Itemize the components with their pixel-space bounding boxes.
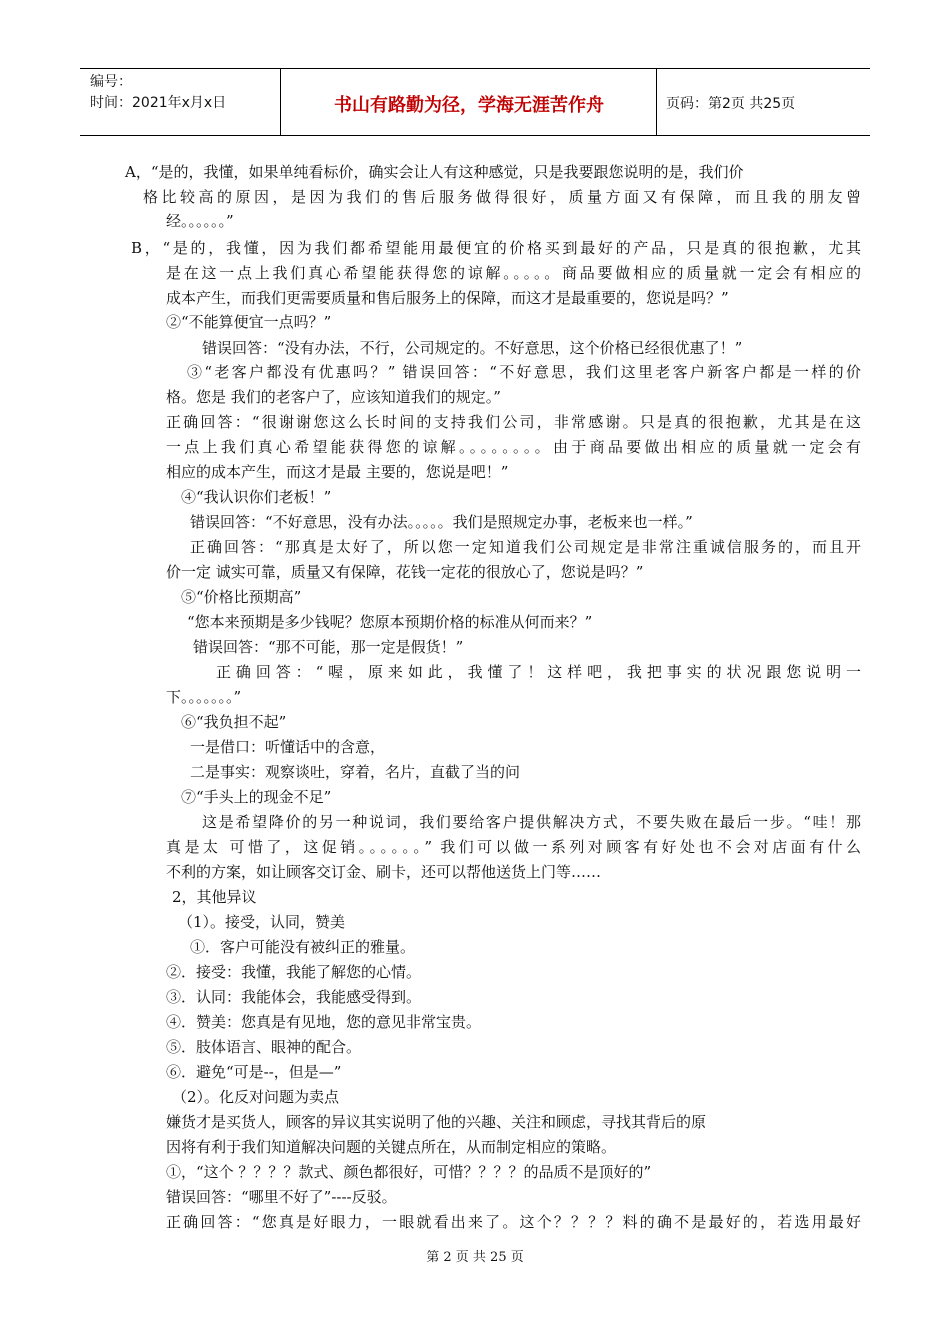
body-line: 错误回答：“那不可能，那一定是假货！” bbox=[193, 638, 464, 656]
body-line: 成本产生，而我们更需要质量和售后服务上的保障，而这才是最重要的，您说是吗？” bbox=[166, 289, 729, 307]
header-motto: 书山有路勤为径，学海无涯苦作舟 bbox=[334, 95, 604, 116]
body-line: （1）。接受，认同，赞美 bbox=[178, 913, 346, 931]
body-line: 相应的成本产生，而这才是最 主要的，您说是吧！” bbox=[166, 463, 509, 481]
body-line: 二是事实：观察谈吐，穿着，名片，直截了当的问 bbox=[190, 763, 521, 781]
body-line: 错误回答：“没有办法，不行，公司规定的。不好意思，这个价格已经很优惠了！” bbox=[202, 339, 743, 357]
body-line: ⑦“手头上的现金不足” bbox=[181, 788, 332, 806]
body-line: ④“我认识你们老板！” bbox=[181, 488, 332, 506]
header-divider bbox=[280, 69, 281, 135]
body-line: ③“老客户都没有优惠吗？” 错误回答：“不好意思，我们这里老客户新客户都是一样的价 bbox=[187, 363, 861, 381]
body-line: B，“是的，我懂，因为我们都希望能用最便宜的价格买到最好的产品，只是真的很抱歉，尤其 bbox=[131, 239, 861, 257]
body-line: 是在这一点上我们真心希望能获得您的谅解。。。。。商品要做相应的质量就一定会有相应的 bbox=[166, 264, 861, 282]
body-line: 真是太 可惜了，这促销。。。。。。” 我们可以做一系列对顾客有好处也不会对店面有什么 bbox=[166, 838, 861, 856]
body-line: ⑥．避免“可是--，但是—” bbox=[166, 1063, 342, 1081]
body-line: 正确回答：“您真是好眼力，一眼就看出来了。这个？？？？料的确不是最好的，若选用最好 bbox=[166, 1213, 861, 1231]
body-line: ④．赞美：您真是有见地，您的意见非常宝贵。 bbox=[166, 1013, 482, 1031]
body-line: A，“是的，我懂，如果单纯看标价，确实会让人有这种感觉，只是我要跟您说明的是，我们价 bbox=[125, 163, 744, 181]
body-line: 嫌货才是买货人，顾客的异议其实说明了他的兴趣、关注和顾虑，寻找其背后的原 bbox=[166, 1113, 707, 1131]
body-line: 不利的方案，如让顾客交订金、刷卡，还可以帮他送货上门等…… bbox=[166, 863, 602, 881]
header-date-label: 时间：2021年x月x日 bbox=[90, 95, 227, 111]
header-divider bbox=[656, 69, 657, 135]
body-line: 这是希望降价的另一种说词，我们要给客户提供解决方式，不要失败在最后一步。“哇！那 bbox=[202, 813, 861, 831]
body-line: 价一定 诚实可靠，质量又有保障，花钱一定花的很放心了，您说是吗？” bbox=[166, 563, 644, 581]
page-header bbox=[80, 68, 870, 136]
body-line: ⑤“价格比预期高” bbox=[181, 588, 302, 606]
body-line: 一点上我们真心希望能获得您的谅解。。。。。。。。由于商品要做出相应的质量就一定会有 bbox=[166, 438, 861, 456]
body-line: ③．认同：我能体会，我能感受得到。 bbox=[166, 988, 422, 1006]
body-line: ②．接受：我懂，我能了解您的心情。 bbox=[166, 963, 422, 981]
body-line: 因将有利于我们知道解决问题的关键点所在，从而制定相应的策略。 bbox=[166, 1138, 617, 1156]
body-line: ①，“这个 ？？？？款式、颜色都很好，可惜？？？？的品质不是顶好的” bbox=[166, 1163, 652, 1181]
body-line: ②“不能算便宜一点吗？” bbox=[166, 313, 332, 331]
header-number-label: 编号： bbox=[90, 74, 132, 90]
body-line: 下。。。。。。。” bbox=[166, 688, 242, 706]
body-line: 正确回答：“喔，原来如此，我懂了！这样吧，我把事实的状况跟您说明一 bbox=[216, 663, 861, 681]
body-line: 格比较高的原因，是因为我们的售后服务做得很好，质量方面又有保障，而且我的朋友曾 bbox=[143, 188, 861, 206]
body-line: ⑤．肢体语言、眼神的配合。 bbox=[166, 1038, 362, 1056]
body-line: 正确回答：“很谢谢您这么长时间的支持我们公司，非常感谢。只是真的很抱歉，尤其是在这 bbox=[166, 413, 861, 431]
body-line: 经。。。。。。” bbox=[166, 212, 234, 230]
body-line: （2）。化反对问题为卖点 bbox=[172, 1088, 340, 1106]
header-page-label: 页码：第2页 共25页 bbox=[666, 96, 796, 112]
header-meta bbox=[90, 72, 226, 114]
body-line: 格。您是 我们的老客户了，应该知道我们的规定。” bbox=[166, 388, 501, 406]
body-line: 正确回答：“那真是太好了，所以您一定知道我们公司规定是非常注重诚信服务的，而且开 bbox=[190, 538, 861, 556]
body-line: 2，其他异议 bbox=[172, 888, 257, 906]
body-line: 一是借口：听懂话中的含意， bbox=[190, 738, 386, 756]
body-line: 错误回答：“不好意思，没有办法。。。。。我们是照规定办事，老板来也一样。” bbox=[190, 513, 693, 531]
page-footer: 第 2 页 共 25 页 bbox=[426, 1250, 524, 1265]
body-line: 错误回答：“哪里不好了”----反驳。 bbox=[166, 1188, 397, 1206]
body-line: ⑥“我负担不起” bbox=[181, 713, 287, 731]
body-line: ①．客户可能没有被纠正的雅量。 bbox=[190, 938, 416, 956]
body-line: “您本来预期是多少钱呢？您原本预期价格的标准从何而来？” bbox=[187, 613, 593, 631]
